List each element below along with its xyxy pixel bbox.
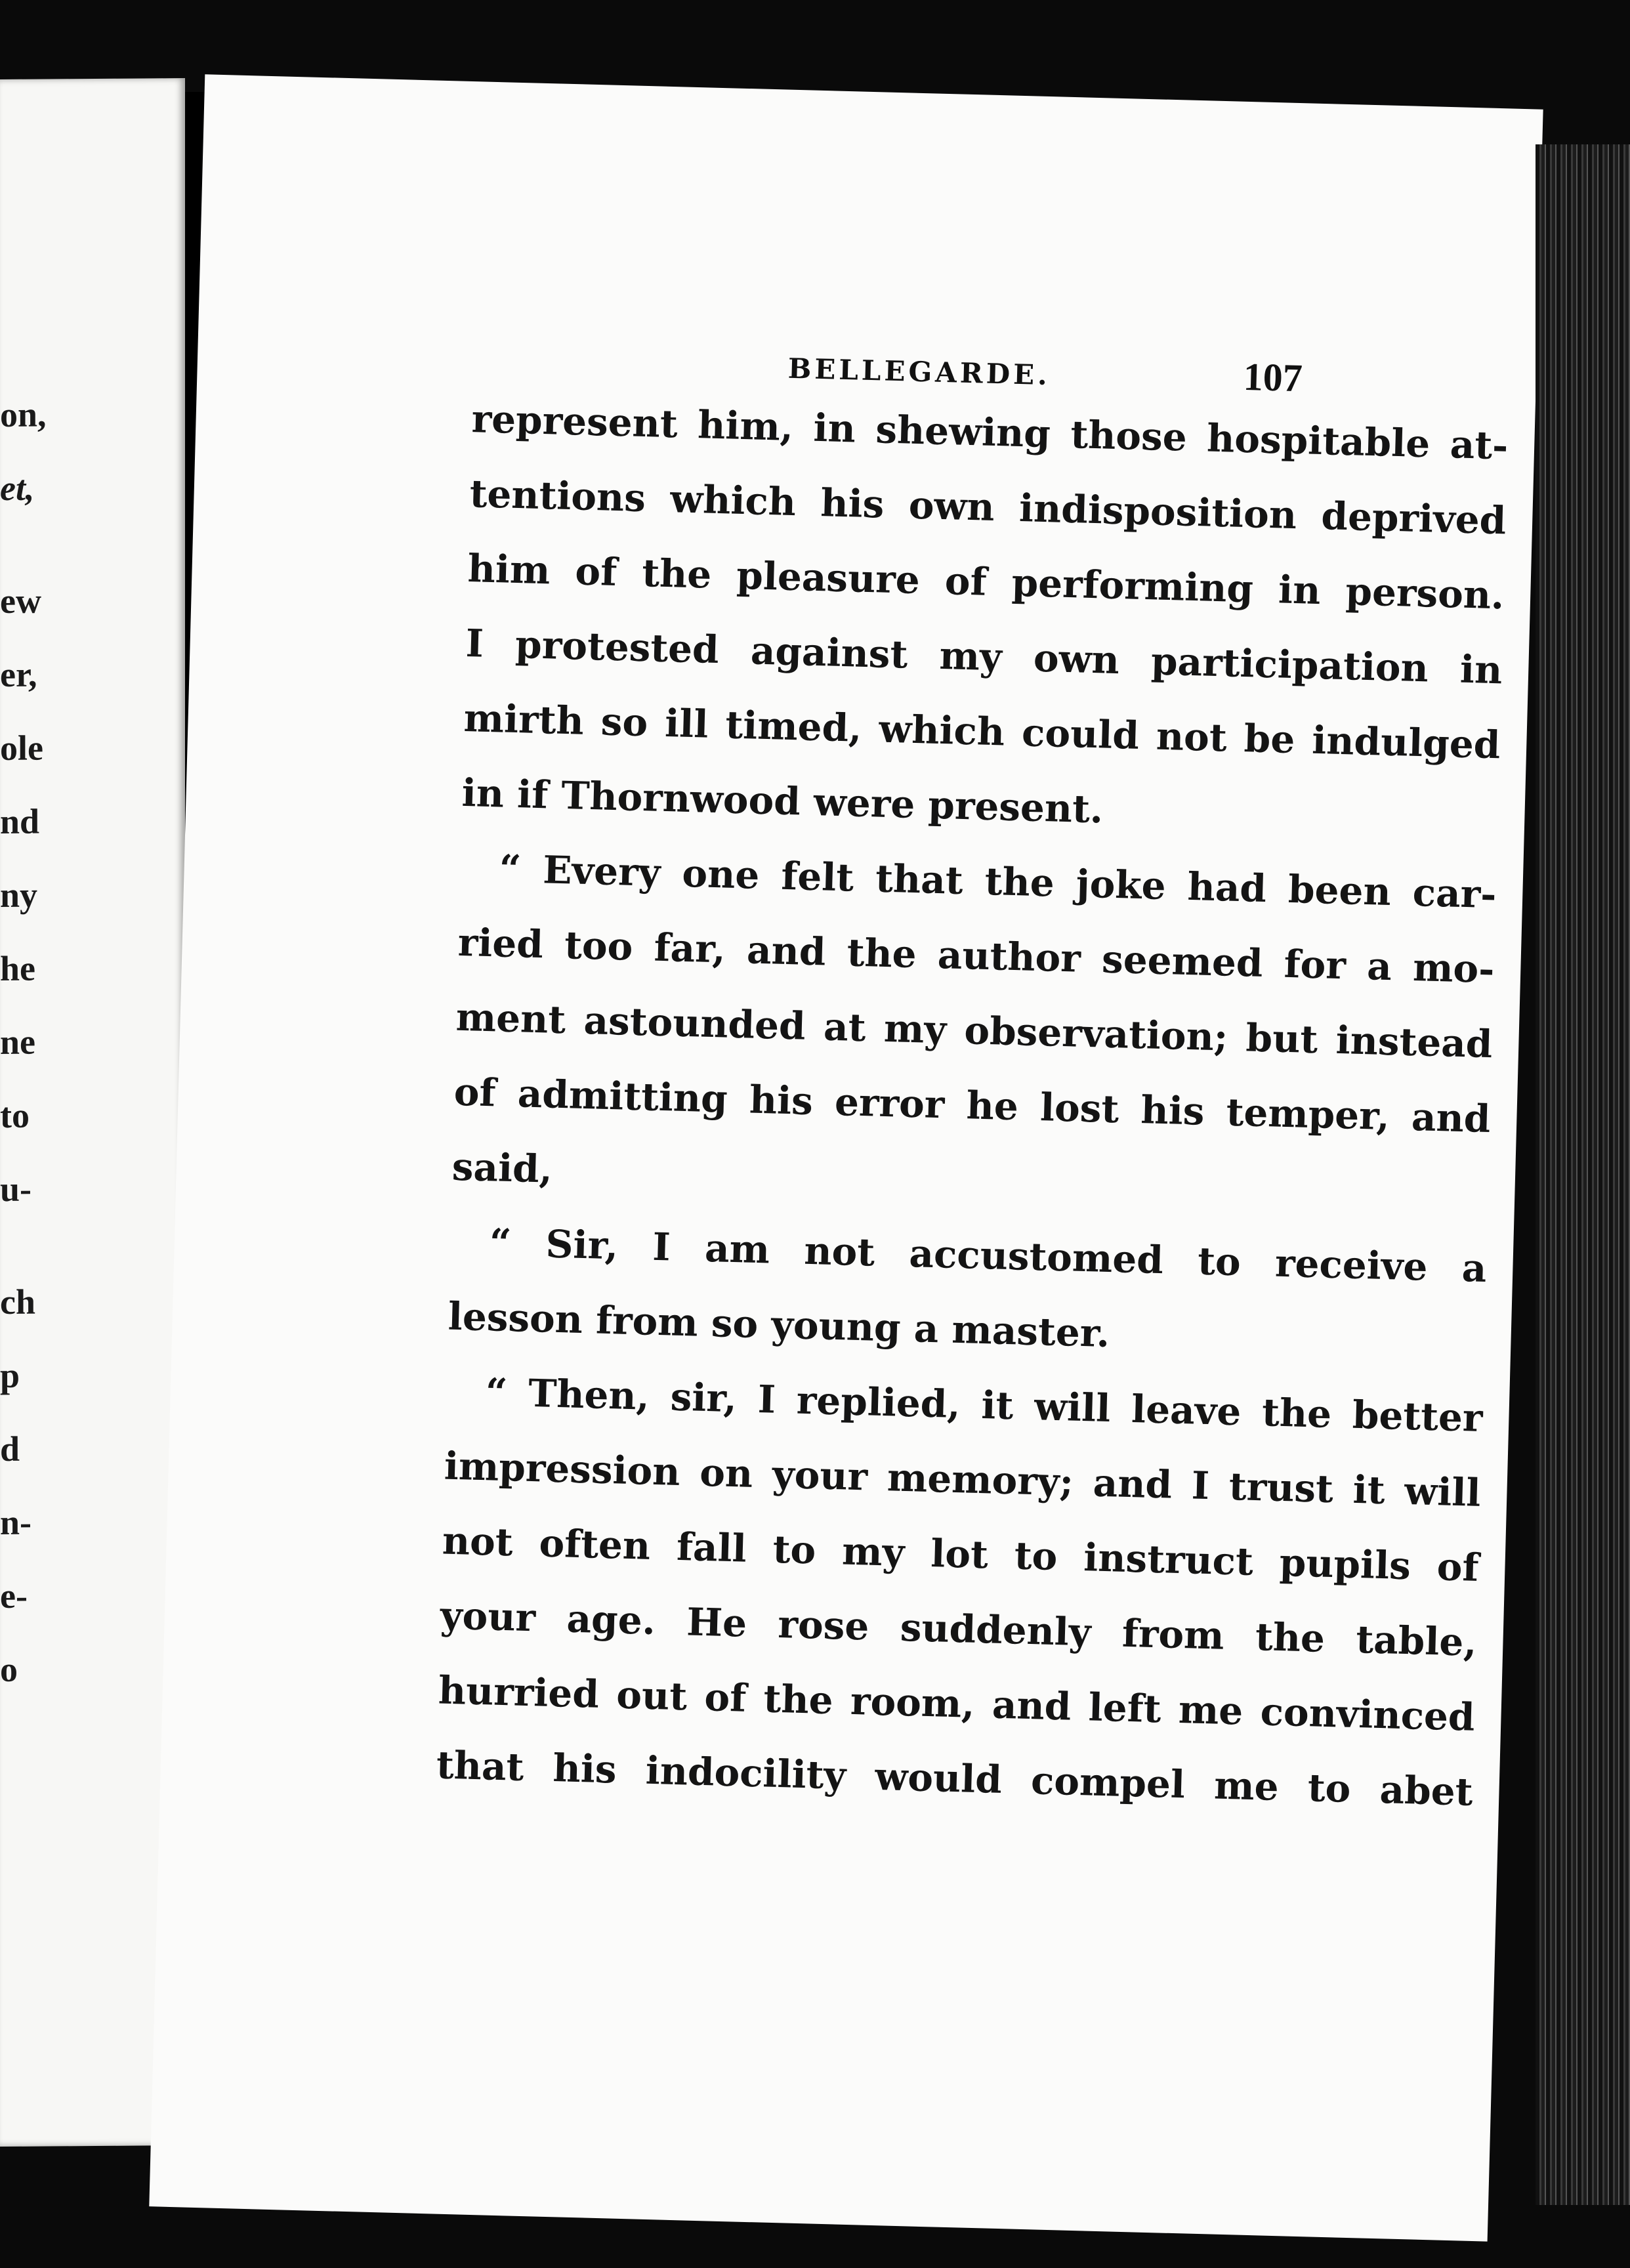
book-page [149, 74, 1543, 2241]
body-text [436, 396, 1509, 1815]
running-head: BELLEGARDE. [787, 352, 1051, 392]
previous-page-text [0, 78, 185, 2147]
text-line-content: hurried out of the room, and left me convinced [438, 1668, 1476, 1740]
page-number: 107 [1242, 354, 1303, 400]
previous-page-line-fragment: u- [0, 1169, 32, 1209]
text-line-content: him of the pleasure of performing in person. [467, 546, 1505, 618]
text-line-content: lesson from so young a master. [448, 1293, 1111, 1356]
text-line-content: “ Then, sir, I replied, it will leave the better [485, 1370, 1484, 1440]
text-line-content: impression on your memory; and I trust it will [444, 1443, 1482, 1515]
text-line-content: not often fall to my lot to instruct pupils of [442, 1518, 1480, 1590]
previous-page-line-fragment: he [0, 948, 35, 988]
previous-page [0, 78, 185, 2147]
previous-page-line-fragment: ew [0, 581, 41, 621]
text-line-content: “ Every one felt that the joke had been car- [498, 846, 1497, 917]
page-edges [1536, 144, 1630, 2205]
text-line-content: of admitting his error he lost his temper, and [453, 1069, 1492, 1142]
previous-page-line-fragment: et, [0, 468, 35, 508]
previous-page-line-fragment: nd [0, 801, 40, 841]
previous-page-line-fragment: on, [0, 394, 47, 434]
text-line-content: ment astounded at my observation; but instead [455, 994, 1494, 1067]
previous-page-line-fragment: p [0, 1355, 20, 1395]
text-line-content: your age. He rose suddenly from the table, [440, 1593, 1478, 1665]
previous-page-line-fragment: to [0, 1095, 30, 1135]
previous-page-line-fragment: o [0, 1649, 18, 1689]
previous-page-line-fragment: ole [0, 728, 43, 768]
previous-page-line-fragment: n- [0, 1502, 32, 1542]
text-line-content: in if Thornwood were present. [461, 770, 1104, 832]
previous-page-line-fragment: d [0, 1429, 20, 1469]
previous-page-line-fragment: ny [0, 875, 38, 915]
previous-page-line-fragment: ne [0, 1022, 35, 1062]
previous-page-line-fragment: er, [0, 654, 37, 694]
text-line-content: tentions which his own indisposition deprived [469, 471, 1507, 543]
text-line-content: represent him, in shewing those hospitable at- [470, 396, 1509, 469]
previous-page-line-fragment: ch [0, 1282, 35, 1322]
text-line [435, 1742, 1473, 1835]
previous-page-line-fragment: e- [0, 1576, 28, 1616]
text-line-content: that his indocility would compel me to abet [436, 1742, 1474, 1815]
text-line-content: “ Sir, I am not accustomed to receive a [489, 1220, 1488, 1292]
text-line-content: ried too far, and the author seemed for a mo- [457, 919, 1495, 992]
text-line-content: mirth so ill timed, which could not be indulged [463, 695, 1501, 768]
text-line-content: said, [451, 1144, 553, 1192]
text-line-content: I protested against my own participation in [465, 621, 1503, 693]
